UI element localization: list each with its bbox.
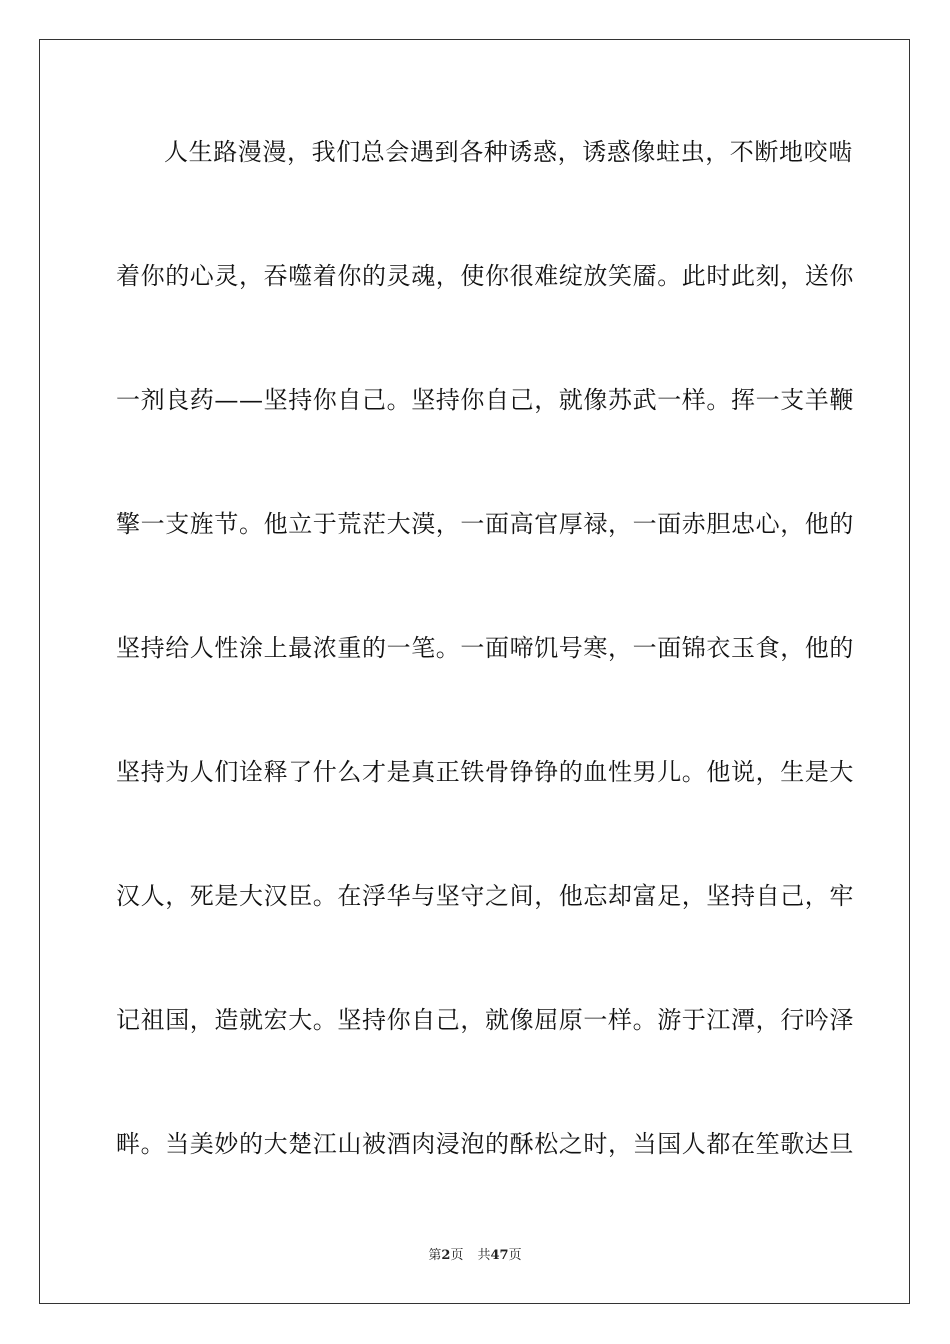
page-prefix: 第 <box>428 1248 442 1263</box>
body-text-line-5: 坚持给人性涂上最浓重的一笔。一面啼饥号寒，一面锦衣玉食，他的 <box>116 634 854 662</box>
body-text-line-8: 记祖国，造就宏大。坚持你自己，就像屈原一样。游于江潭，行吟泽 <box>116 1006 854 1034</box>
body-text-line-1: 人生路漫漫，我们总会遇到各种诱惑，诱惑像蛀虫，不断地咬啮 <box>164 138 853 166</box>
page-border <box>39 39 910 1304</box>
body-text-line-2: 着你的心灵，吞噬着你的灵魂，使你很难绽放笑靥。此时此刻，送你 <box>116 262 854 290</box>
body-text-line-9: 畔。当美妙的大楚江山被酒肉浸泡的酥松之时，当国人都在笙歌达旦 <box>116 1130 854 1158</box>
page-number: 2 <box>441 1248 451 1263</box>
page-suffix: 页 <box>450 1248 464 1263</box>
total-suffix: 页 <box>508 1248 522 1263</box>
body-text-line-4: 擎一支旌节。他立于荒茫大漠，一面高官厚禄，一面赤胆忠心，他的 <box>116 510 854 538</box>
body-text-line-7: 汉人，死是大汉臣。在浮华与坚守之间，他忘却富足，坚持自己，牢 <box>116 882 854 910</box>
body-text-line-3: 一剂良药——坚持你自己。坚持你自己，就像苏武一样。挥一支羊鞭 <box>116 386 854 414</box>
total-prefix: 共 <box>477 1248 491 1263</box>
page-footer <box>0 1247 950 1265</box>
total-pages: 47 <box>490 1248 509 1263</box>
body-text-line-6: 坚持为人们诠释了什么才是真正铁骨铮铮的血性男儿。他说，生是大 <box>116 758 854 786</box>
